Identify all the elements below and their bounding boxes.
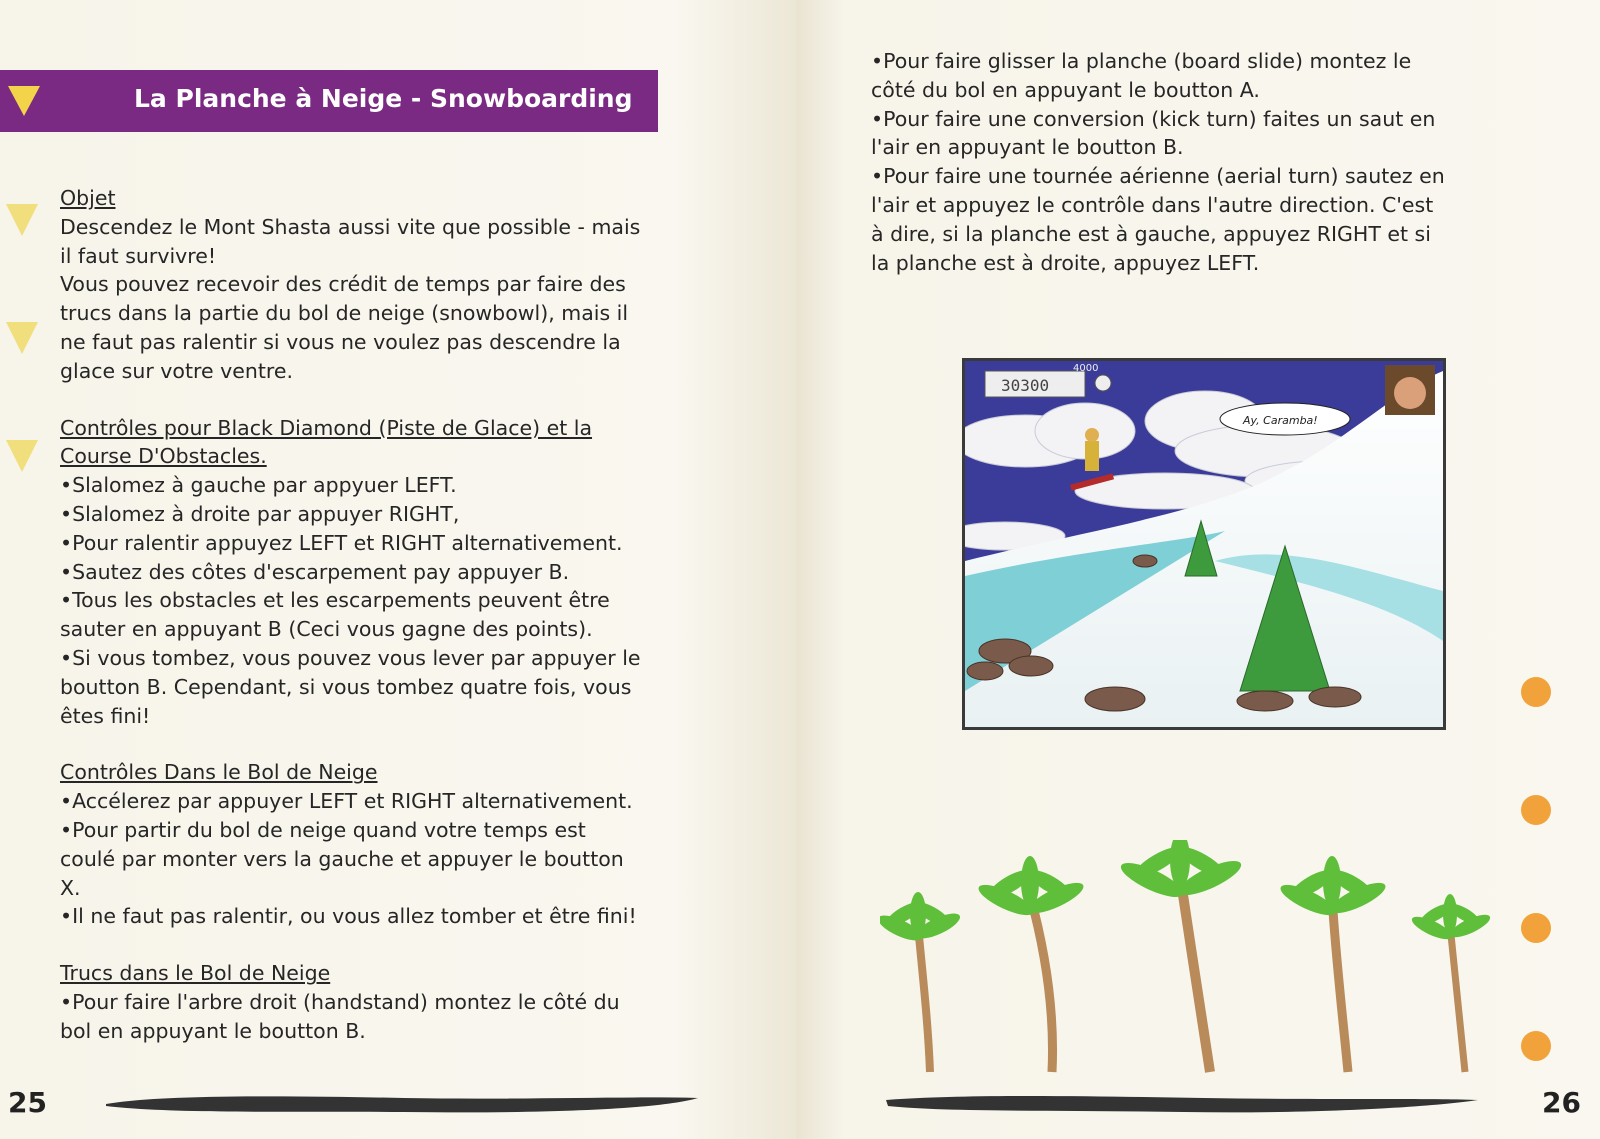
hud-score: 30300	[1001, 376, 1050, 395]
text-line: à dire, si la planche est à gauche, appuyez RIGHT et si	[871, 221, 1431, 246]
section-banner	[0, 70, 658, 132]
section-heading: Objet	[60, 186, 116, 210]
orange-dot	[1521, 1031, 1551, 1061]
section-heading: Course D'Obstacles.	[60, 444, 267, 469]
text-line: •Pour faire une tournée aérienne (aerial turn) sautez en	[871, 164, 1445, 189]
text-line: •Slalomez à droite par appuyer RIGHT,	[60, 501, 460, 526]
text-line: •Sautez des côtes d'escarpement pay appuyer B.	[60, 559, 570, 584]
triangle-marker-icon	[6, 204, 38, 236]
text-line: l'air et appuyez le contrôle dans l'autre direction. C'est	[871, 192, 1434, 217]
text-line: •Pour faire l'arbre droit (handstand) montez le côté du	[60, 989, 620, 1014]
text-line: •Accélerez par appuyer LEFT et RIGHT alternativement.	[60, 789, 633, 814]
text-line: Descendez le Mont Shasta aussi vite que possible - mais	[60, 214, 641, 239]
section-heading: Contrôles pour Black Diamond (Piste de Glace) et la	[60, 415, 593, 440]
brush-stroke	[104, 1092, 700, 1116]
section-heading: Trucs dans le Bol de Neige	[60, 961, 331, 986]
text-line: il faut survivre!	[60, 243, 217, 268]
section-heading: Contrôles Dans le Bol de Neige	[60, 760, 378, 785]
page-number: 25	[8, 1086, 47, 1119]
text-line: coulé par monter vers la gauche et appuyer le boutton	[60, 846, 624, 871]
text-line: •Si vous tombez, vous pouvez vous lever par appuyer le	[60, 645, 641, 670]
banner-title: La Planche à Neige - Snowboarding	[134, 84, 633, 113]
right-text	[871, 47, 1531, 277]
banner-arrow-icon	[8, 86, 40, 116]
text-line: la planche est à droite, appuyez LEFT.	[871, 250, 1260, 275]
orange-dot	[1521, 913, 1551, 943]
text-line: •Pour ralentir appuyez LEFT et RIGHT alternativement.	[60, 530, 623, 555]
text-line: bol en appuyant le boutton B.	[60, 1018, 366, 1043]
text-line: •Pour faire une conversion (kick turn) faites un saut en	[871, 106, 1436, 131]
text-line: X.	[60, 875, 81, 900]
triangle-marker-icon	[6, 440, 38, 472]
game-screenshot	[962, 358, 1446, 730]
text-line: •Pour partir du bol de neige quand votre temps est	[60, 817, 586, 842]
text-line: Vous pouvez recevoir des crédit de temps par faire des	[60, 272, 626, 297]
text-line: •Pour faire glisser la planche (board slide) montez le	[871, 49, 1412, 73]
left-text	[60, 184, 710, 1046]
triangle-marker-icon	[6, 322, 38, 354]
text-line: •Il ne faut pas ralentir, ou vous allez tomber et être fini!	[60, 904, 637, 929]
text-line: côté du bol en appuyant le boutton A.	[871, 77, 1260, 102]
speech-bubble-text: Ay, Caramba!	[1243, 414, 1318, 427]
text-line: sauter en appuyant B (Ceci vous gagne des points).	[60, 617, 593, 642]
text-line: •Tous les obstacles et les escarpements peuvent être	[60, 588, 610, 613]
hud-bonus: 4000	[1073, 363, 1099, 374]
text-line: boutton B. Cependant, si vous tombez quatre fois, vous	[60, 674, 632, 699]
text-line: l'air en appuyant le boutton B.	[871, 135, 1184, 160]
left-page	[0, 0, 796, 1139]
text-line: trucs dans la partie du bol de neige (snowbowl), mais il	[60, 301, 629, 326]
text-line: êtes fini!	[60, 703, 151, 728]
brush-stroke	[884, 1092, 1480, 1116]
text-line: glace sur votre ventre.	[60, 358, 293, 383]
orange-dot	[1521, 677, 1551, 707]
text-line: •Slalomez à gauche par appyuer LEFT.	[60, 473, 457, 498]
page-number: 26	[1542, 1086, 1581, 1119]
palm-trees-illustration	[880, 840, 1520, 1080]
orange-dot	[1521, 795, 1551, 825]
text-line: ne faut pas ralentir si vous ne voulez pas descendre la	[60, 329, 621, 354]
